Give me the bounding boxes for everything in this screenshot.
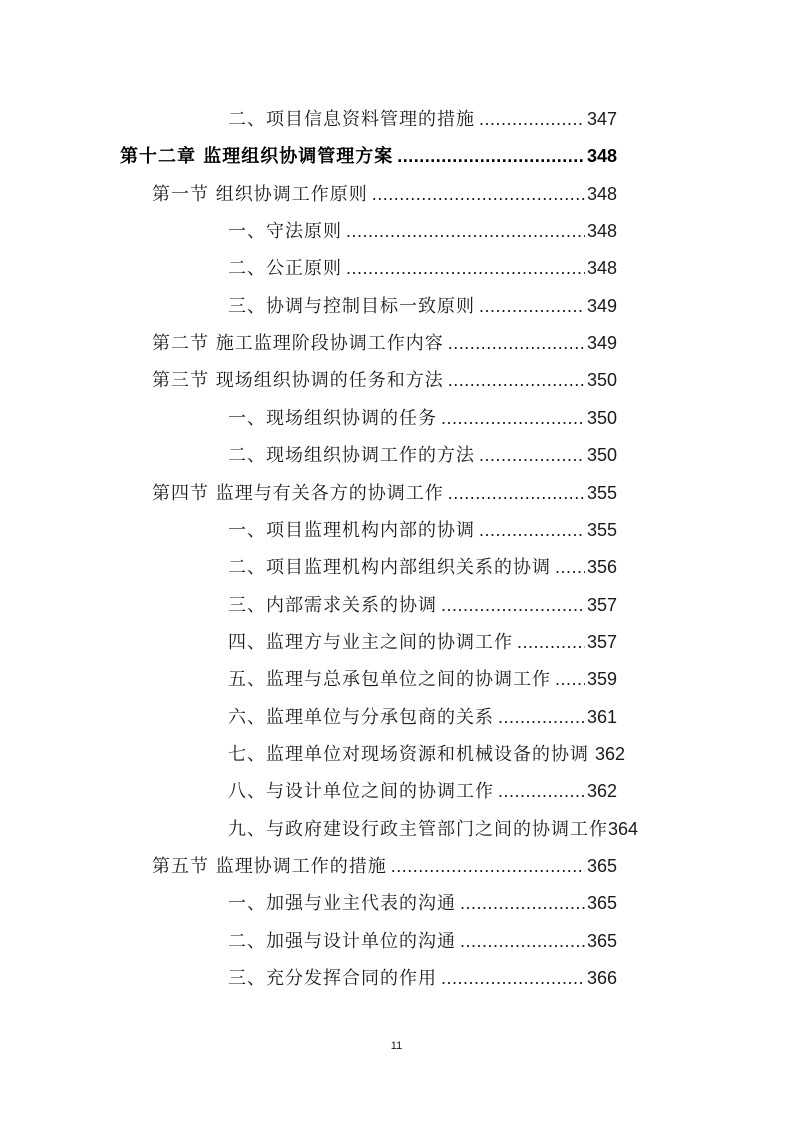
toc-leader-dots [441, 960, 585, 997]
toc-leader-dots [346, 250, 585, 287]
toc-leader-dots [479, 512, 585, 549]
toc-section-entry[interactable] [152, 176, 617, 213]
toc-leader-dots [498, 699, 585, 736]
toc-entry-title: 一、守法原则 [228, 221, 342, 243]
toc-entry-page: 350 [586, 370, 617, 391]
toc-subsection-entry[interactable] [228, 512, 617, 549]
toc-subsection-entry[interactable] [228, 101, 617, 138]
toc-leader-dots [397, 138, 585, 175]
toc-subsection-entry[interactable] [228, 250, 617, 287]
toc-subsection-entry[interactable] [228, 885, 617, 922]
toc-entry-page: 349 [586, 295, 617, 316]
toc-leader-dots [555, 661, 585, 698]
toc-entry-page: 355 [586, 519, 617, 540]
toc-leader-dots [448, 325, 585, 362]
toc-entry-page: 348 [586, 258, 617, 279]
toc-entry-page: 365 [586, 930, 617, 951]
toc-section-entry[interactable] [152, 848, 617, 885]
toc-leader-dots [441, 587, 585, 624]
toc-entry-page: 355 [586, 482, 617, 503]
toc-entry-title: 三、充分发挥合同的作用 [228, 968, 437, 990]
toc-entry-page: 356 [586, 557, 617, 578]
toc-leader-dots [555, 549, 585, 586]
toc-entry-title: 二、加强与设计单位的沟通 [228, 930, 456, 952]
toc-entry-title: 二、项目信息资料管理的措施 [228, 109, 475, 130]
toc-entry-title: 第四节 监理与有关各方的协调工作 [152, 482, 444, 504]
toc-entry-title: 三、协调与控制目标一致原则 [228, 295, 475, 317]
toc-leader-dots [346, 213, 585, 250]
toc-entry-page: 361 [586, 706, 617, 727]
toc-subsection-entry[interactable] [228, 213, 617, 250]
toc-section-entry[interactable] [152, 475, 617, 512]
toc-entry-title: 九、与政府建设行政主管部门之间的协调工作 [228, 818, 608, 840]
toc-subsection-entry[interactable] [228, 773, 617, 810]
toc-entry-page: 349 [586, 333, 617, 354]
toc-entry-title: 二、公正原则 [228, 258, 342, 280]
toc-subsection-entry[interactable] [228, 587, 617, 624]
toc-entry-title: 第十二章 监理组织协调管理方案 [120, 146, 394, 168]
toc-entry-title: 五、监理与总承包单位之间的协调工作 [228, 669, 551, 691]
toc-subsection-entry[interactable] [228, 699, 617, 736]
toc-entry-page: 362 [595, 743, 626, 764]
toc-entry-title: 六、监理单位与分承包商的关系 [228, 706, 494, 728]
toc-subsection-entry[interactable] [228, 437, 617, 474]
toc-entry-title: 八、与设计单位之间的协调工作 [228, 781, 494, 803]
toc-entry-title: 七、监理单位对现场资源和机械设备的协调 [228, 743, 589, 765]
toc-entry-page: 359 [586, 669, 617, 690]
toc-chapter-entry[interactable] [120, 138, 617, 175]
toc-entry-page: 348 [586, 146, 617, 167]
toc-entry-page: 347 [586, 109, 617, 129]
toc-entry-title: 四、监理方与业主之间的协调工作 [228, 631, 513, 653]
toc-entry-title: 一、现场组织协调的任务 [228, 407, 437, 429]
toc-leader-dots [460, 885, 585, 922]
toc-subsection-entry[interactable] [228, 400, 617, 437]
toc-subsection-entry[interactable] [228, 736, 626, 773]
toc-entry-page: 362 [586, 781, 617, 802]
toc-entry-title: 一、加强与业主代表的沟通 [228, 893, 456, 915]
toc-subsection-entry[interactable] [228, 960, 617, 997]
toc-entry-page: 357 [586, 594, 617, 615]
toc-entry-page: 350 [586, 445, 617, 466]
toc-section-entry[interactable] [152, 325, 617, 362]
toc-leader-dots [460, 923, 585, 960]
toc-entry-title: 第一节 组织协调工作原则 [152, 183, 368, 205]
toc-entry-page: 350 [586, 407, 617, 428]
toc-leader-dots [479, 437, 585, 474]
toc-entry-page: 366 [586, 968, 617, 989]
toc-subsection-entry[interactable] [228, 624, 617, 661]
toc-entry-page: 364 [608, 818, 639, 839]
toc-entry-page: 348 [586, 221, 617, 242]
toc-subsection-entry[interactable] [228, 549, 617, 586]
toc-entry-page: 348 [586, 183, 617, 204]
page-number: 11 [390, 1040, 403, 1052]
toc-leader-dots [448, 475, 585, 512]
toc-entry-page: 357 [586, 631, 617, 652]
toc-section-entry[interactable] [152, 362, 617, 399]
toc-leader-dots [391, 848, 585, 885]
toc-subsection-entry[interactable] [228, 811, 638, 848]
toc-leader-dots [479, 101, 585, 138]
toc-leader-dots [372, 176, 585, 213]
toc-entry-title: 第五节 监理协调工作的措施 [152, 856, 387, 877]
toc-leader-dots [517, 624, 585, 661]
toc-entry-title: 第三节 现场组织协调的任务和方法 [152, 370, 444, 392]
toc-entry-title: 二、现场组织协调工作的方法 [228, 445, 475, 467]
toc-entry-title: 三、内部需求关系的协调 [228, 594, 437, 616]
toc-entry-page: 365 [586, 893, 617, 914]
toc-subsection-entry[interactable] [228, 288, 617, 325]
toc-entry-title: 第二节 施工监理阶段协调工作内容 [152, 333, 444, 355]
toc-leader-dots [448, 362, 585, 399]
toc-subsection-entry[interactable] [228, 923, 617, 960]
toc-entry-page: 365 [586, 856, 617, 876]
toc-subsection-entry[interactable] [228, 661, 617, 698]
toc-leader-dots [479, 288, 585, 325]
toc-leader-dots [441, 400, 585, 437]
toc-entry-title: 一、项目监理机构内部的协调 [228, 519, 475, 541]
toc-entry-title: 二、项目监理机构内部组织关系的协调 [228, 557, 551, 579]
toc-leader-dots [498, 773, 585, 810]
